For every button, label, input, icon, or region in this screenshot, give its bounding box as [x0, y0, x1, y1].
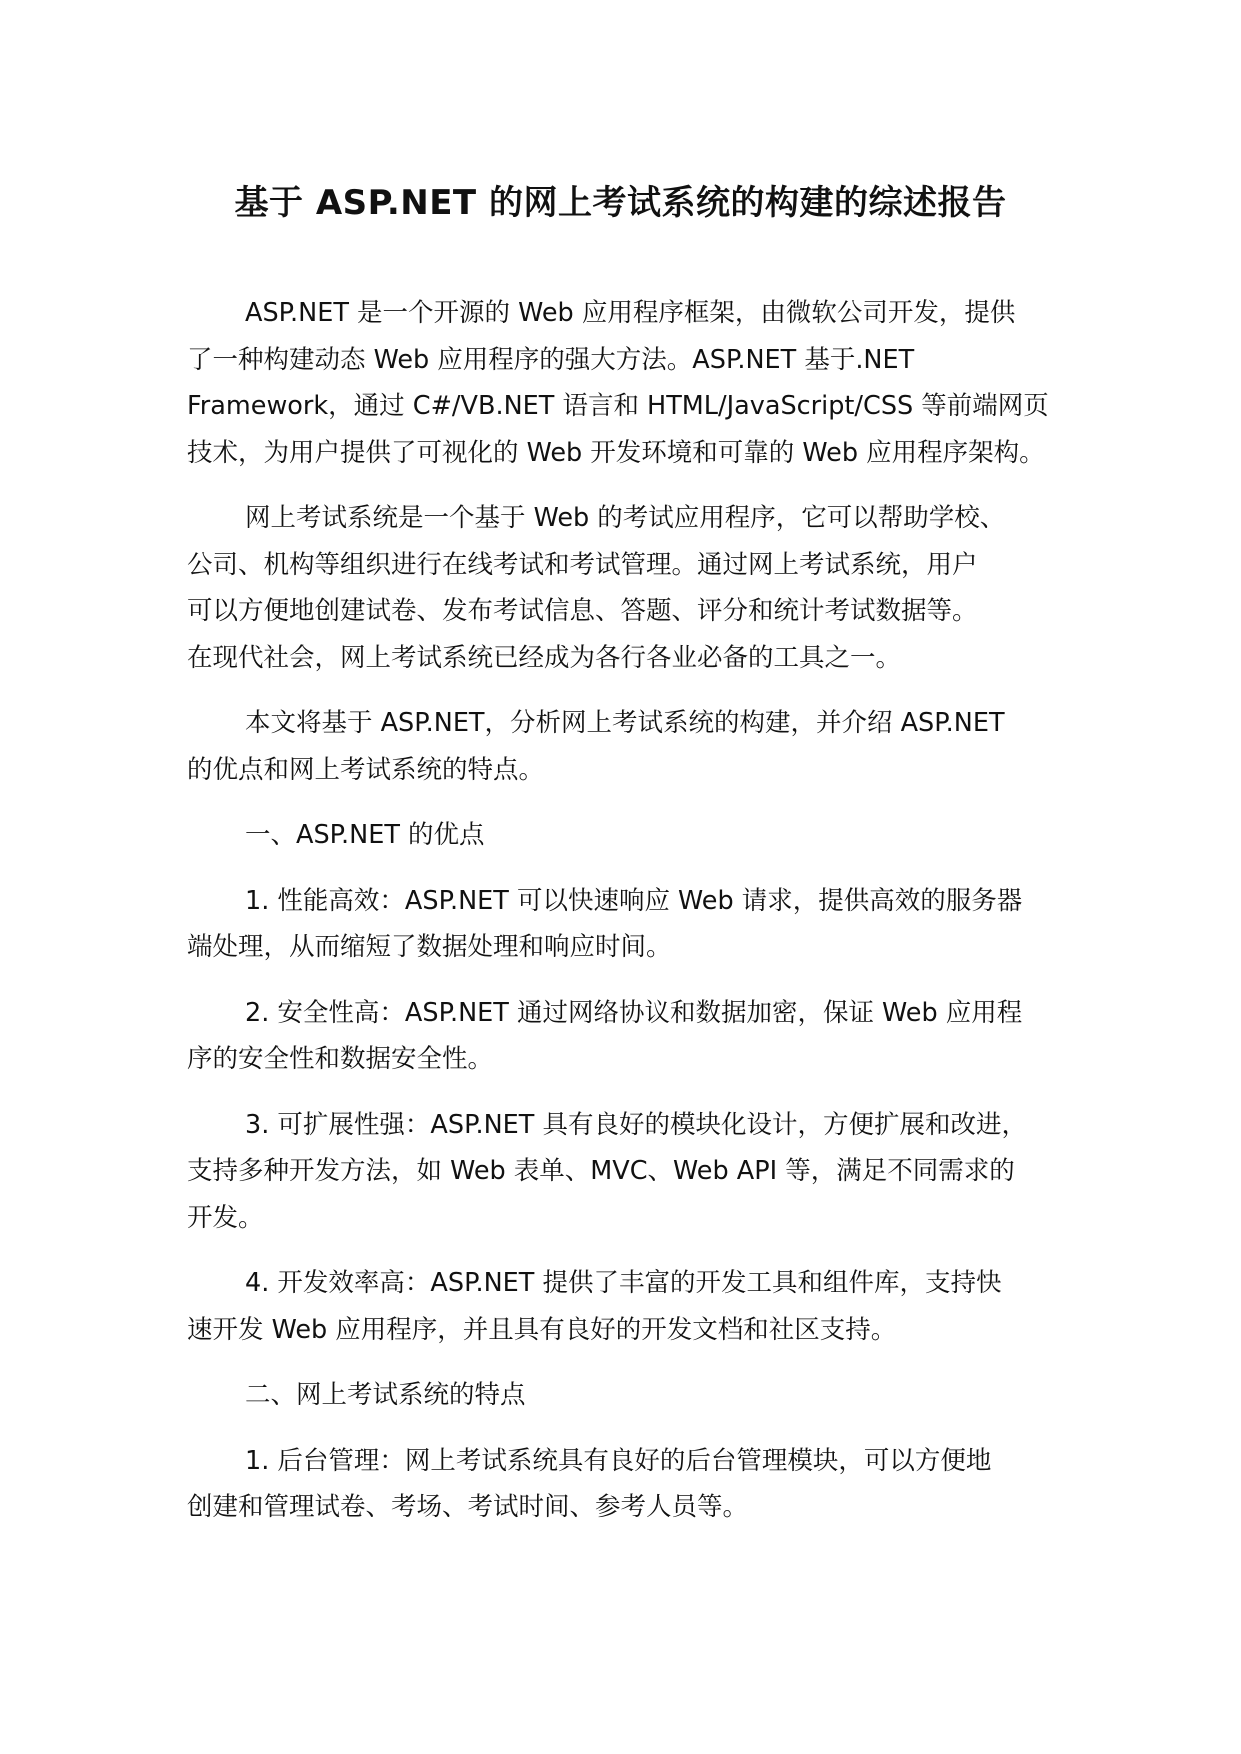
section-heading-aspnet-advantages: [187, 812, 1087, 859]
paragraph-intro-exam-system: [187, 495, 1087, 681]
text-line: 开发。: [187, 1202, 264, 1233]
text-line: 技术，为用户提供了可视化的 Web 开发环境和可靠的 Web 应用程序架构。: [187, 437, 1045, 468]
section-heading: 二、网上考试系统的特点: [245, 1380, 526, 1410]
text-line: 1. 后台管理：网上考试系统具有良好的后台管理模块，可以方便地: [245, 1445, 992, 1476]
document-title: 基于 ASP.NET 的网上考试系统的构建的综述报告: [234, 183, 1007, 223]
text-line: 了一种构建动态 Web 应用程序的强大方法。ASP.NET 基于.NET: [187, 344, 915, 375]
text-line: 序的安全性和数据安全性。: [187, 1044, 494, 1074]
text-line: 支持多种开发方法，如 Web 表单、MVC、Web API 等，满足不同需求的: [187, 1156, 1015, 1186]
list-item-security: [187, 990, 1087, 1083]
text-line: 创建和管理试卷、考场、考试时间、参考人员等。: [187, 1492, 749, 1522]
text-line: 3. 可扩展性强：ASP.NET 具有良好的模块化设计，方便扩展和改进，: [245, 1109, 1027, 1140]
section-heading-exam-features: [187, 1372, 1087, 1419]
text-line: 速开发 Web 应用程序，并且具有良好的开发文档和社区支持。: [187, 1314, 897, 1345]
text-line: 公司、机构等组织进行在线考试和考试管理。通过网上考试系统，用户: [187, 549, 978, 580]
text-line: 可以方便地创建试卷、发布考试信息、答题、评分和统计考试数据等。: [187, 596, 978, 626]
list-item-efficiency: [187, 1260, 1087, 1353]
list-item-performance: [187, 878, 1087, 971]
text-line: 的优点和网上考试系统的特点。: [187, 754, 545, 785]
text-line: Framework，通过 C#/VB.NET 语言和 HTML/JavaScript/CSS 等前端网页: [187, 391, 1049, 421]
text-line: 4. 开发效率高：ASP.NET 提供了丰富的开发工具和组件库，支持快: [245, 1268, 1002, 1298]
list-item-backend-management: [187, 1438, 1087, 1531]
text-line: 1. 性能高效：ASP.NET 可以快速响应 Web 请求，提供高效的服务器: [245, 885, 1023, 916]
section-heading: 一、ASP.NET 的优点: [245, 820, 485, 850]
paragraph-purpose: [187, 700, 1087, 793]
text-line: 2. 安全性高：ASP.NET 通过网络协议和数据加密，保证 Web 应用程: [245, 997, 1023, 1028]
document-body: [187, 290, 1087, 1550]
paragraph-intro-aspnet: [187, 290, 1087, 476]
text-line: ASP.NET 是一个开源的 Web 应用程序框架，由微软公司开发，提供: [245, 298, 1016, 328]
text-line: 网上考试系统是一个基于 Web 的考试应用程序，它可以帮助学校、: [245, 503, 1006, 533]
text-line: 本文将基于 ASP.NET，分析网上考试系统的构建，并介绍 ASP.NET: [245, 708, 1005, 738]
text-line: 端处理，从而缩短了数据处理和响应时间。: [187, 932, 672, 962]
text-line: 在现代社会，网上考试系统已经成为各行各业必备的工具之一。: [187, 642, 902, 673]
list-item-extensibility: [187, 1102, 1087, 1242]
